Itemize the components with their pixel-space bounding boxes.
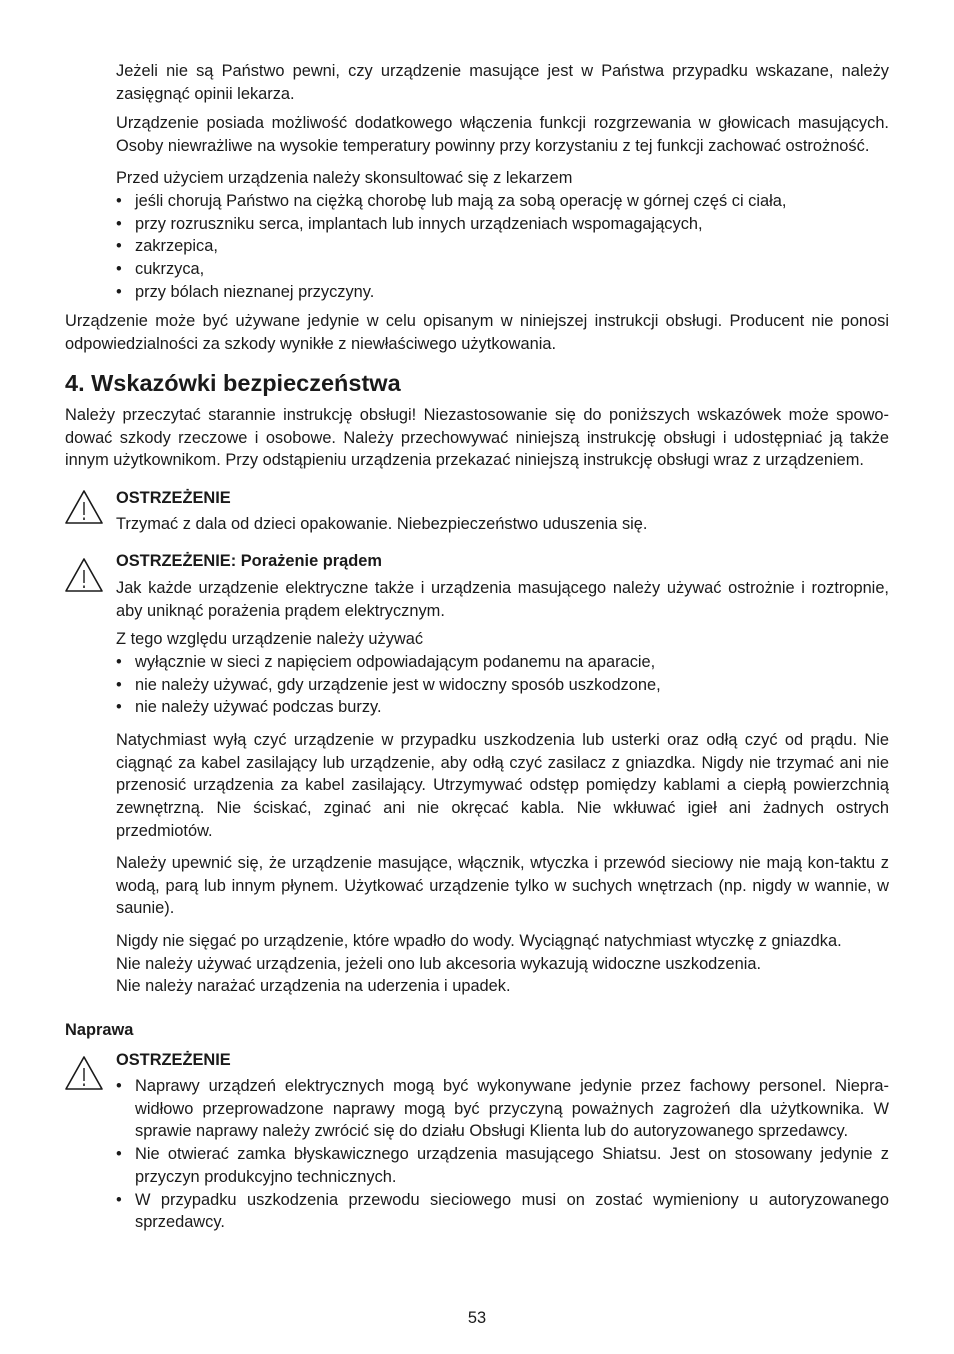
list-item: • nie należy używać podczas burzy. [116, 696, 889, 719]
list-item: • Nie otwierać zamka błyskawicznego urządzenia masującego Shiatsu. Jest on stosowany jedynie z przyczyn produkcyjno technicznych. [116, 1143, 889, 1188]
repair-bullet-list [116, 1075, 889, 1234]
text-line: Nie należy używać urządzenia, jeżeli ono lub akcesoria wykazują widoczne uszkodzenia. [116, 954, 762, 973]
intro-paragraph-1: Jeżeli nie są Państwo pewni, czy urządzenie masujące jest w Państwa przypadku wskazane, należy zasięgnąć opinii lekarza. [116, 62, 889, 103]
intro-paragraph-3: Przed użyciem urządzenia należy skonsultować się z lekarzem [116, 169, 573, 187]
page-number: 53 [467, 1309, 487, 1327]
warning-title: OSTRZEŻENIE [116, 1051, 231, 1069]
list-item: • przy rozruszniku serca, implantach lub innych urządzeniach wspomagających, [116, 213, 889, 236]
warning-paragraph-5 [116, 930, 889, 998]
warning-paragraph-3: Natychmiast wyłą czyć urządzenie w przypadku uszkodzenia lub usterki oraz odłą czyć od prądu. Nie ciągnąć za kabel zasilający lub urządzenie, aby odłą czyć zasilacz z gniazdka. Nigdy nie trzymać ani nie przenosić urządzenia za kabel zasilający. Utrzymywać odstęp pomiędzy kablami a ciepłą powierzchnią zewnętrzną. Nie ściskać, zginać ani nie okręcać kabla. Nie wkłuwać igieł ani żadnych ostrych przedmiotów. [116, 731, 889, 840]
list-item: • zakrzepica, [116, 235, 889, 258]
warning-text: Trzymać z dala od dzieci opakowanie. Niebezpieczeństwo uduszenia się. [116, 515, 648, 533]
list-item: • Naprawy urządzeń elektrycznych mogą być wykonywane jedynie przez fachowy personel. Niepra-widłowo przeprowadzone naprawy mogą być przyczyną poważnych zagrożeń dla użytkownika. W sprawie naprawy należy zwrócić się do działu Obsługi Klienta lub do autoryzowanego sprzedawcy. [116, 1075, 889, 1143]
list-item: • jeśli chorują Państwo na ciężką chorobę lub mają za sobą operację w górnej częś ci ciała, [116, 190, 889, 213]
section-intro-paragraph: Należy przeczytać starannie instrukcję obsługi! Niezastosowanie się do poniższych wskazówek może spowo-dować szkody rzeczowe i osobowe. Należy przechowywać niniejszą instrukcję obsługi i udostępniać ją także innym użytkownikom. Przy odstąpieniu urządzenia przekazać niniejszą instrukcję obsługi wraz z urządzeniem. [65, 406, 889, 470]
warning-title: OSTRZEŻENIE [116, 489, 231, 507]
warning-triangle-icon [64, 557, 104, 593]
list-item: • wyłącznie w sieci z napięciem odpowiadającym podanemu na aparacie, [116, 651, 889, 674]
warning-title: OSTRZEŻENIE: Porażenie prądem [116, 552, 382, 570]
warning-paragraph-2: Z tego względu urządzenie należy używać [116, 630, 424, 648]
list-item: • nie należy używać, gdy urządzenie jest w widoczny sposób uszkodzone, [116, 674, 889, 697]
intro-bullet-list [116, 190, 889, 304]
section-title: 4. Wskazówki bezpieczeństwa [65, 370, 401, 396]
intro-paragraph-2: Urządzenie posiada możliwość dodatkowego włączenia funkcji rozgrzewania w głowicach masujących. Osoby niewrażliwe na wysokie temperatury powinny przy korzystaniu z tej funkcji zachować ostrożność. [116, 114, 889, 155]
warning-paragraph-1: Jak każde urządzenie elektryczne także i urządzenia masującego należy używać ostrożnie i roztropnie, aby uniknąć porażenia prądem elektrycznym. [116, 579, 889, 620]
intro-paragraph-4: Urządzenie może być używane jedynie w celu opisanym w niniejszej instrukcji obsługi. Producent nie ponosi odpowiedzialności za szkody wynikłe z niewłaściwego użytkowania. [65, 312, 889, 353]
list-item: • przy bólach nieznanej przyczyny. [116, 281, 889, 304]
warning-triangle-icon [64, 489, 104, 525]
subsection-heading: Naprawa [65, 1021, 134, 1039]
list-item: • cukrzyca, [116, 258, 889, 281]
text-line: Nie należy narażać urządzenia na uderzenia i upadek. [116, 977, 511, 996]
warning-paragraph-4: Należy upewnić się, że urządzenie masujące, włącznik, wtyczka i przewód sieciowy nie mają kon-taktu z wodą, parą lub innym płynem. Użytkować urządzenie tylko w suchych wnętrzach (np. nigdy w wannie, w saunie). [116, 854, 889, 918]
warning-triangle-icon [64, 1055, 104, 1091]
warning-bullet-list [116, 651, 889, 719]
text-line: Nigdy nie sięgać po urządzenie, które wpadło do wody. Wyciągnąć natychmiast wtyczkę z gniazdka. [116, 932, 842, 950]
list-item: • W przypadku uszkodzenia przewodu sieciowego musi on zostać wymieniony u autoryzowanego sprzedawcy. [116, 1189, 889, 1234]
